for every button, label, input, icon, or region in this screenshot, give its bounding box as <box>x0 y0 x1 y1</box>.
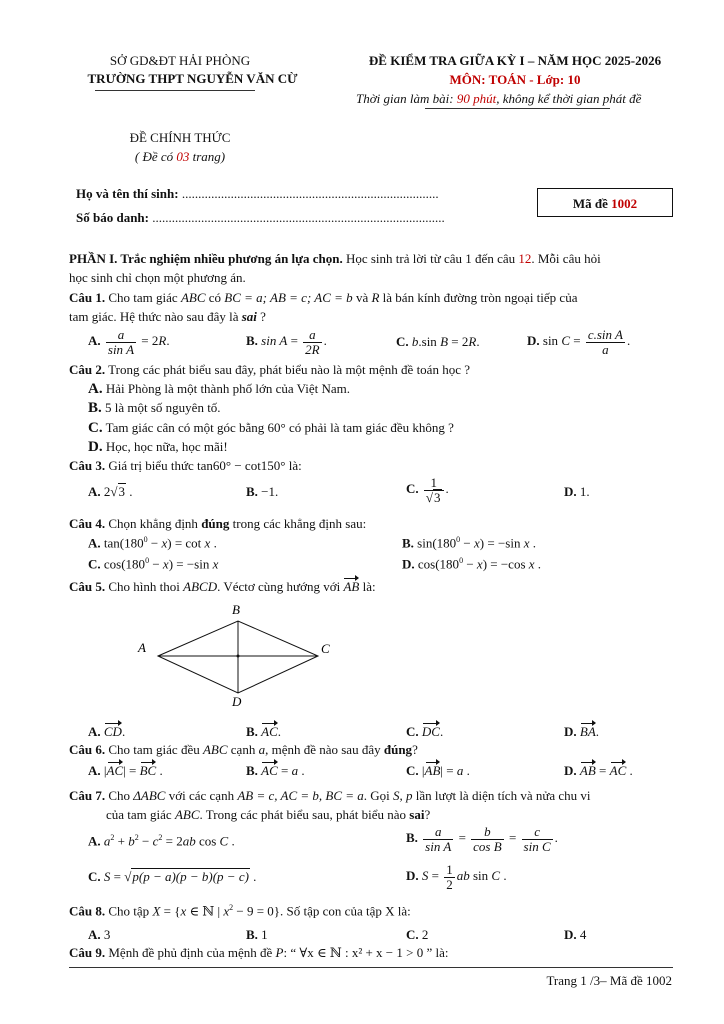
q3-a-label: A. <box>88 484 101 499</box>
q5-label: Câu 5. <box>69 579 106 594</box>
time-suffix: , không kể thời gian phát đề <box>496 91 642 106</box>
q1-text-c: và <box>352 290 372 305</box>
part1-intro-line2: học sinh chỉ chọn một phương án. <box>69 270 246 285</box>
q1-b-label: B. <box>246 333 258 349</box>
q2-a-text: Hải Phòng là một thành phố lớn của Việt Nam. <box>102 381 350 396</box>
q3-text: Giá trị biểu thức tan60° − cot150° là: <box>105 458 302 473</box>
q1-option-b[interactable]: B. sin A = $\frac{a}{2R}$ . <box>246 327 327 357</box>
q3-d-label: D. <box>564 484 577 499</box>
q2-c-text: Tam giác cân có một góc bằng 60° có phải là tam giác đều không ? <box>102 420 454 435</box>
q8-d-label: D. <box>564 927 577 942</box>
q5-c-label: C. <box>406 724 419 739</box>
q9-label: Câu 9. <box>69 945 106 960</box>
q6-stem <box>69 742 673 758</box>
q1-text-d: là bán kính đường tròn ngoại tiếp của <box>379 290 578 305</box>
student-id-label: Số báo danh: <box>76 210 149 225</box>
q3-option-b[interactable] <box>246 484 278 500</box>
q9-text-a: Mệnh đề phủ định của mệnh đề <box>105 945 276 960</box>
q6-b-label: B. <box>246 763 258 778</box>
q5-d-label: D. <box>564 724 577 739</box>
footer-page: Trang 1 /3– Mã đề 1002 <box>546 973 672 988</box>
part1-intro-a: Học sinh trả lời từ câu 1 đến câu <box>342 251 519 266</box>
student-name-label: Họ và tên thí sinh: <box>76 186 179 201</box>
q3-c-label: C. <box>406 481 419 497</box>
footer-rule <box>69 967 673 968</box>
q2-label: Câu 2. <box>69 362 106 377</box>
q7-line2-b: . Trong các phát biểu sau, phát biểu nào <box>199 807 410 822</box>
q1-option-c[interactable]: C. b.sin B = 2R. <box>396 334 480 349</box>
q1-option-d[interactable]: D. sin C = $\frac{\text{c.sin A}}{a}$ . <box>527 327 631 357</box>
q1-stem-line2 <box>69 309 673 325</box>
q7-line2-sai: sai <box>409 807 425 822</box>
q4-option-c[interactable]: C. $\cos(180^0 - x) = -\sin$ x <box>88 556 219 572</box>
part1-intro-b: . Mỗi câu hỏi <box>531 251 601 266</box>
student-id-line <box>76 210 445 226</box>
school-name: TRƯỜNG THPT NGUYỄN VĂN CỪ <box>87 71 298 86</box>
q8-d-text: 4 <box>576 927 587 942</box>
q2-option-d[interactable] <box>88 439 228 456</box>
q9-p: P <box>275 945 284 960</box>
q4-text-c: trong các khẳng định sau: <box>229 516 367 531</box>
q7-label: Câu 7. <box>69 788 106 803</box>
q3-d-text: 1. <box>576 484 590 499</box>
q5-stem <box>69 579 673 595</box>
student-name-dots: ............................................................................... <box>181 186 439 201</box>
q1-conditions: BC = a; AB = c; AC = b <box>224 290 353 305</box>
q8-option-a[interactable] <box>88 927 110 943</box>
q6-text-b: cạnh <box>227 742 259 757</box>
q5-option-b[interactable]: B. AC. <box>246 724 282 739</box>
exam-code-value: 1002 <box>611 196 638 211</box>
pages-suffix: trang) <box>189 149 226 164</box>
school-underline <box>95 90 255 91</box>
q4-option-a[interactable]: A. $\tan(180^0 - x) = \cot x$ . <box>88 535 217 551</box>
q1-line2-c: ? <box>256 309 266 324</box>
q2-d-label: D. <box>88 439 103 455</box>
q7-triangle: ΔABC <box>133 788 166 803</box>
q7-d-label: D. <box>406 868 419 884</box>
q7-line2-a: của tam giác <box>106 807 175 822</box>
q8-b-text: 1 <box>257 927 268 942</box>
q4-a-label: A. <box>88 535 101 551</box>
q4-text-a: Chọn khẳng định <box>105 516 202 531</box>
q2-option-c[interactable] <box>88 420 454 437</box>
q9-text-b: : “ ∀x ∈ ℕ : x² + x − 1 > 0 ” là: <box>283 945 449 960</box>
q8-text-a: Cho tập <box>105 903 153 919</box>
part1-intro <box>69 251 673 267</box>
q6-side: a <box>258 742 266 757</box>
q6-a-label: A. <box>88 763 101 778</box>
exam-title: ĐỀ KIỂM TRA GIỮA KỲ I – NĂM HỌC 2025-2026 <box>368 53 662 68</box>
q9-stem <box>69 945 673 961</box>
q4-c-label: C. <box>88 556 101 572</box>
q5-option-d[interactable]: D. BA. <box>564 724 600 739</box>
q7-text-a: Cho <box>105 788 134 803</box>
q3-b-text: −1. <box>257 484 279 499</box>
q7-text-b: với các cạnh <box>165 788 238 803</box>
q5-a-label: A. <box>88 724 101 739</box>
q5-option-c[interactable]: C. DC. <box>406 724 444 739</box>
q8-c-text: 2 <box>418 927 429 942</box>
student-name-line <box>76 186 439 202</box>
q3-option-d[interactable] <box>564 484 590 500</box>
q8-c-label: C. <box>406 927 419 942</box>
q7-text-d: lần lượt là diện tích và nửa chu vi <box>412 788 591 803</box>
time-prefix: Thời gian làm bài: <box>356 91 457 106</box>
q5-b-label: B. <box>246 724 258 739</box>
q5-option-a[interactable]: A. CD. <box>88 724 126 739</box>
q1-a-label: A. <box>88 333 101 349</box>
q6-triangle: ABC <box>202 742 228 757</box>
q4-label: Câu 4. <box>69 516 106 531</box>
q8-a-text: 3 <box>100 927 111 942</box>
q7-option-d[interactable]: D. S = $\frac{1}{2}$ ab sin C . <box>406 862 507 892</box>
q7-a-label: A. <box>88 833 101 849</box>
q4-stem <box>69 516 673 532</box>
part1-title: PHẦN I. Trắc nghiệm nhiều phương án lựa chọn. <box>69 251 343 266</box>
q7-c-label: C. <box>88 869 101 884</box>
q6-text-e: ? <box>412 742 418 757</box>
time-value: 90 phút <box>456 91 497 106</box>
q2-option-a[interactable] <box>88 381 350 398</box>
point-c-label: C <box>321 641 330 656</box>
exam-code-box <box>537 188 673 217</box>
q8-b-label: B. <box>246 927 258 942</box>
q2-option-b[interactable] <box>88 400 221 417</box>
q6-option-c[interactable]: C. |AB| = a . <box>406 763 470 778</box>
q3-label: Câu 3. <box>69 458 106 473</box>
q2-a-label: A. <box>88 381 103 397</box>
q7-line2-triangle: ABC <box>174 807 200 822</box>
q6-option-b[interactable]: B. AC = a . <box>246 763 305 778</box>
q7-option-c[interactable]: C. S = √p(p − a)(p − b)(p − c) . <box>88 869 257 884</box>
q4-d-label: D. <box>402 556 415 572</box>
q6-label: Câu 6. <box>69 742 106 757</box>
q1-label: Câu 1. <box>69 290 106 305</box>
q8-label: Câu 8. <box>69 903 106 919</box>
q1-line2-a: tam giác. Hệ thức nào sau đây là <box>69 309 242 324</box>
q8-option-b[interactable] <box>246 927 268 943</box>
q2-b-label: B. <box>88 400 102 416</box>
q5-c-vector: DC <box>421 724 440 739</box>
student-id-dots: .......................................................................................... <box>152 210 445 225</box>
point-d-label: D <box>232 694 242 709</box>
q7-option-a[interactable]: A. $a^2 + b^2 - c^2 = 2ab$ cos C . <box>88 833 235 849</box>
q6-option-a[interactable]: A. |AC| = BC . <box>88 763 163 778</box>
q8-text-b: . Số tập con của tập X là: <box>280 903 411 919</box>
q8-option-c[interactable] <box>406 927 428 943</box>
q2-stem <box>69 362 673 378</box>
q1-option-a[interactable]: A. $\frac{a}{\text{sin A}}$ = 2R. <box>88 327 170 357</box>
q7-line2-d: ? <box>424 807 431 822</box>
q7-text-c: . Gọi <box>363 788 394 803</box>
q7-conditions: AB = c, AC = b, BC = a <box>237 788 364 803</box>
q5-a-vector: CD <box>103 724 122 739</box>
q8-a-label: A. <box>88 927 101 942</box>
q1-radius: R <box>371 290 380 305</box>
pages-value: 03 <box>176 149 190 164</box>
q1-line2-sai: sai <box>241 309 257 324</box>
q2-b-text: 5 là một số nguyên tố. <box>101 400 221 415</box>
q5-b-vector: AC <box>261 724 278 739</box>
point-b-label: B <box>232 602 240 617</box>
q2-d-text: Học, học nữa, học mãi! <box>102 439 228 454</box>
q6-d-label: D. <box>564 763 577 778</box>
rhombus-center <box>237 655 240 658</box>
q7-stem <box>69 788 673 804</box>
q6-c-label: C. <box>406 763 419 778</box>
q3-option-c[interactable]: C. $\frac{1}{√3}$ . <box>406 475 449 505</box>
exam-subject: MÔN: TOÁN - Lớp: 10 <box>449 72 581 87</box>
q6-text-c: , mệnh đề nào sau đây <box>265 742 384 757</box>
q5-text-b: . Véctơ cùng hướng với <box>217 579 344 594</box>
q8-stem: Câu 8. Cho tập X = {x ∈ ℕ | $x^2 - 9 = 0$}. Số tập con của tập X là: <box>69 903 411 919</box>
q1-text-a: Cho tam giác <box>105 290 181 305</box>
department-name: SỞ GD&ĐT HẢI PHÒNG <box>109 53 251 68</box>
q2-c-label: C. <box>88 420 103 436</box>
pages-prefix: ( Đề có <box>134 149 177 164</box>
q1-d-label: D. <box>527 333 540 349</box>
q8-option-d[interactable] <box>564 927 586 943</box>
q4-b-label: B. <box>402 535 414 551</box>
q7-b-label: B. <box>406 830 418 846</box>
q4-option-b[interactable]: B. $\sin(180^0 - x) = -\sin$ x . <box>402 535 536 551</box>
time-underline <box>425 108 610 109</box>
official-label: ĐỀ CHÍNH THỨC <box>129 130 231 145</box>
exam-code-label: Mã đề <box>572 196 612 211</box>
q1-c-label: C. <box>396 334 409 349</box>
q3-b-label: B. <box>246 484 258 499</box>
q5-d-vector: BA <box>579 724 596 739</box>
part1-question-count: 12 <box>518 251 532 266</box>
q5-text-c: là: <box>359 579 376 594</box>
exam-time <box>356 91 641 107</box>
q7-sp: S, p <box>393 788 413 803</box>
q3-option-a[interactable]: A. 2√3 . <box>88 484 133 499</box>
q1-triangle: ABC <box>180 290 206 305</box>
q4-option-d[interactable]: D. $\cos(180^0 - x) = -\cos$ x . <box>402 556 542 572</box>
q2-text: Trong các phát biểu sau đây, phát biểu nào là một mệnh đề toán học ? <box>105 362 470 377</box>
page-count <box>100 149 260 165</box>
q6-text-dung: đúng <box>383 742 413 757</box>
q3-stem <box>69 458 673 474</box>
q7-option-b[interactable]: B. $\frac{a}{\text{sin A}}$ = $\frac{b}{\text{cos B}}$ = $\frac{c}{\text{sin C}}$ . <box>406 824 558 854</box>
q5-shape: ABCD <box>183 579 218 594</box>
q5-vector: AB <box>343 579 360 594</box>
q5-text-a: Cho hình thoi <box>105 579 184 594</box>
q1-text-b: có <box>205 290 225 305</box>
point-a-label: A <box>138 640 146 655</box>
rhombus-figure <box>135 600 345 710</box>
q1-stem <box>69 290 673 306</box>
q7-stem-line2 <box>106 807 430 823</box>
q4-text-dung: đúng <box>201 516 230 531</box>
q6-text-a: Cho tam giác đều <box>105 742 203 757</box>
q6-option-d[interactable]: D. AB = AC . <box>564 763 633 778</box>
